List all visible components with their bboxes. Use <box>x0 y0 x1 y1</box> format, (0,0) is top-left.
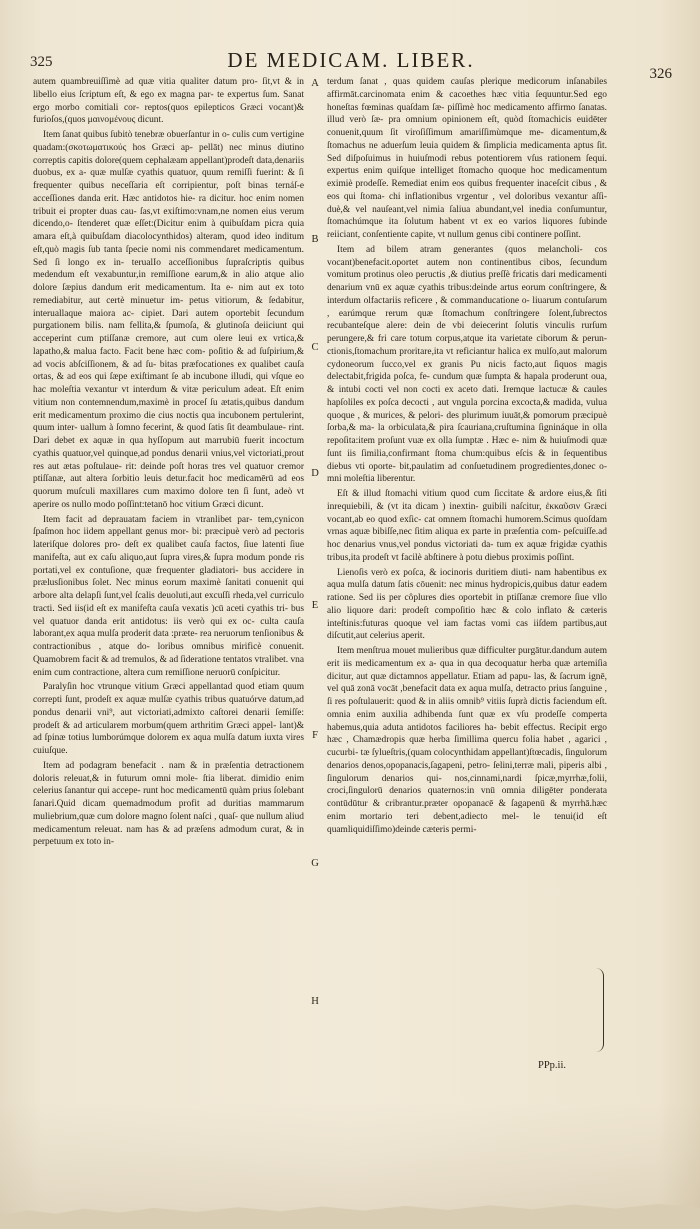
page-number-left: 325 <box>30 54 53 70</box>
paragraph: terdum ſanat , quas quidem cauſas plerique medicorum inſanabiles affirmāt.carcinomata enim & cacoethes hæc vitia ſequuntur.Sed ego honeſtas fœminas quaſdam ſæ‑ piſſimè hoc medicamento affirmo ſanatas. illud verò ſæ‑ pra omnium opinionem eſt, quòd ſtomachicis euidēter conuenit,quum ſit viroſiſſimum amariſſimùmque me‑ dicamentum,& ſtomachus ne aduerſum leuia quidem & ſimplicia medicamenta aptus ſit. Sed diſpoſuimus in huiuſmodi rebus potentiorem vſus rationem ſequi. expertus enim quiſque intelliget ſtomacho quoque hoc medicamentum eximiè prodeſſe. Remediat enim eos quibus frequenter inaceſcit cibus , & eos qui ſtoma‑ chi inflationibus vrgentur , vel doloribus vexantur aſſi‑ duè,& vel nauſeant,vel nimia ſaliua abundant,vel inedia conſumuntur, ſtomachúmque ita ſolutum habent vt ex eo varios liquores ſubinde reiiciant, conſentiente capite, vt nullum genus cibi continere poſſint. <box>327 77 607 240</box>
paragraph: Item ſanat quibus ſubitò tenebræ obuerſantur in o‑ culis cum vertigine quadam:(σκοτωματικούς hos Græci ap‑ pellāt) nec minus diutino correptis capitis dolore(quem cephalæam appellant)prodeſt data,denariis duobus, ex a‑ quæ mulſæ cyathis quatuor, quum remiſſi fuerint: & ſi frequenter quibus neceſſaria eſt corripientur, poſt binas ternáſ‑e acceſſiones danda erit. Hæc antidotos hie‑ ra dicitur. hoc enim nomen tribuit ei propter duas cau‑ ſas,vt exiſtimo:vnam,ne nomen eius verum dicendo,o‑ ſtenderet quæ eſſet:(Dicitur enim à quibuſdam picra quia amara eſt,à quibuſdam diacolocynthidos) alteram, quod ideo inditum eſt,quò magis ſub tanta ſpecie nomi nis commendaret medicamentum. Sed ſi longo ex in‑ terualIo acceſſionibus ſupraſcriptis quibus medendum eſt vexabuntur,in remiſſione earum,& in alio atque alio dolore ſæpius dandum erit medicamentum. Ita e‑ nim aut ex toto remediabitur, aut certè minuetur im‑ petus vitiorum, & ſedabitur, interuallaque maiora ac‑ cipiet. Dari autem oportebit ſecundum purgationem bilis. nam fellita,& ſpumoſa, & glutinoſa deiiciunt qui acceperint cum ptiſſanæ cremore, aut cum olere leui ex vrtica,& lapatho,& malua facto. Facit bene hæc com‑ poſitio & ad ſuſpirium,& ad vocis abſciſſionem, & ad ſu‑ bitas præfocationes ex qualibet cauſa ortas, & ad eos qui ſæpe exiſtimant ſe ab incubone illudi, qui vſque eo hac moleſtia vexantur vt interdum & vitæ periculum adeat. Eſt enim vitium non contemnendum,maximè in proceſ ſu ætatis,quibus dandum erit medicamentum proximo die cius noctis qua incubonem pertulerint, quum inter‑ uallum à ſomno fecerint, & quod ſatis ſit deambulaue‑ rint. Dari debet ex aquæ in qua hyſſopum aut marrubiū fuerit incoctum cyathis quatuor,vel quinque,ad pondus denarii vnius,vel victoriati,prout res aut ætas poſtulaue‑ rit: deinde poſt horas tres vel quatuor cremor ptiſſanæ, aut altera ſorbitio leuis detur.facit hoc medicamērū ad eos quorum muſculi maxillares cum maximo dolore ten ſi ſunt, adeò vt aperire os nullo modo poſſint:tetanō hoc vitium Græci dicunt. <box>33 130 304 510</box>
paragraph: autem quambreuiſſimè ad quæ vitia qualiter datum pro‑ ſit,vt & in libello eius ſcriptum eſt, & ego ex magna par‑ te expertus ſum. Sanat ergo morbo comitiali cor‑ reptos(quos epilepticos Græci vocant)& furioſos,(quos μαινομένους dicunt. <box>33 77 304 126</box>
paragraph: Item facit ad deprauatam faciem in vtranlibet par‑ tem,cynicon ſpaſmon hoc iidem appellant genus mor‑ bi: præcipuè verò ad pectoris lateriſque dolores pro‑ deſt ex qualibet cauſa factos, ſiue latenti ſiue manifeſta, aut ex caſu aliquo,aut ſupra vires,& ſupra modum ponde ris portati,vel ex contuſione, quæ frequenter gladiatori‑ bus accidere in prælusſionibus ſolet. Nec minus eorum maximè ſanitati conuenit qui arbore alta delapſi ſunt,vel ſcalis deuoluti,aut excuſſi rheda,vel curriculo tracti. Sed iis(id eſt ex manifeſta cauſa vexatis )cū aceti cyathis tri‑ bus vel quatuor danda erit antidotus: iis verò qui ex oc‑ culta cauſa laborant,ex aqua mulſa proderit data :præte‑ rea neruorum tenſionibus & contractionibus , atque do‑ loribus omnibus mirificè conuenit. Quamobrem facit & ad tremulos, & ad ſideratione tentatos vtralibet. vna enim cum contractione, altera cum remiſſione neruorū conſpicitur. <box>33 514 304 678</box>
paragraph: Item ad bilem atram generantes (quos melancholi‑ cos vocant)benefacit.oportet autem non continentibus cibos, ſecundum vomitum protinus oleo peructis ,& diutius preſſè fricatis dari medicamenti denarium vnū ex aquæ cyathis tribus:deinde artus eorum conſtringere, & interdum olfactariis reficere , & commanducatione o‑ liuarum contuſarum , earúmque rerum quæ ſtomachum conſtringere ſolent,ſubrectos recubanteſque alere: dein de vbi deiecerint ſolutis vinculis rurſum perungere,& fri care totum corpus,atque ita varietate ciborum & perun‑ ctionis,ſtomachum proritare,ita vt reficiantur halica ex mulſo,aut malorum cydoneorum ſucco,vel ex granis Pu nicis facto,aut ſiquos magis delectabit,frigida poſca, fe‑ cundum quæ ſumpta & hapala proderunt oua, & intubi cocti vel non cocti ex aceto dati. Iremque lactucæ & caules hapſoliles ex poſca decocti , aut vngula porcina excocta,& madida, vulua quoque , & murices, & pelori‑ des plurimum iuuāt,& pomorum præcipuè ſorba,& ma‑ la orbiculata,& pira ſcauriana,cruſtumina ſignináque in olla repoſita:item proſunt vuæ ex olla ſumptæ . Hæc e‑ nim & huiuſmodi quæ ſunt iis ſimilia,confirmant ſtoma chum:quibus eſcis & in ſequentibus diebus vti oporte‑ bit,paulatim ad conſuetudinem progredientes,donec o‑ mni moleſtia liberentur. <box>327 244 607 485</box>
page-number-right: 326 <box>649 66 672 82</box>
right-column <box>327 76 607 838</box>
page-header <box>30 48 672 82</box>
section-letter: B <box>311 234 319 245</box>
paragraph: Lienoſis verò ex poſca, & iocinoris duritiem diuti‑ nam habentibus ex aqua mulſa datum ſatis cōuenit: nec minus hydropicis,quibus datur eadem ratione. Sed iis per côplures dies oportebit in ptiſſanæ cremore ſiue vllo alio liquore dari: prodeſt compoſitio hæc & colo inflato & cæteris inteſtinis:futuras quoque vel iam factas vomi cas iiſdem partibus,aut diſcutit,aut celerius aperit. <box>327 567 607 642</box>
paragraph: Eſt & illud ſtomachi vitium quod cum ſiccitate & ardore eius,& ſiti inrequiebili, & (vt ita dicam ) inextin‑ guibili naſcitur, ἐκκαῦσιν Græci vocant,ab eo quod exſic‑ cat omnem ſtomachi humorem.Scimus quoſdam vrnas aquæ bibiſſe,nec ſitim aliqua ex parte in præſentia com‑ peſcuiſſe.ad hoc denarius vnus,vel pondus victoriati da‑ tum ex aquæ frigidæ cyathis tribus,ita prodeſt vt facilè abſtinere à potu diebus proximis poſſint. <box>327 489 607 563</box>
running-head: DE MEDICAM. LIBER. <box>227 48 475 72</box>
section-letter: G <box>311 858 319 869</box>
marginal-section-letters <box>306 76 324 1036</box>
section-letter: A <box>311 78 319 89</box>
ingredient-bracket <box>593 968 604 1052</box>
section-letter: D <box>311 468 319 479</box>
section-letter: H <box>311 996 319 1007</box>
section-letter: E <box>311 600 319 611</box>
paragraph: Item menſtrua mouet mulieribus quæ difficulter purgātur.dandum autem erit iis medicamentum ex a‑ qua in qua decoquatur herba quæ artemiſia dicitur, aut quæ dictamnos appellatur. Etiam ad papu‑ las, & ſacrum ignē, vel quā zonā vocāt ,benefacit data ex aqua mulſa, detracto prius ſanguine , ſi res poſtulauerit: quod & in aliis omnib⁹ vitiis ſuprà dictis faciendum eſt. omnia enim auxilia adhibenda ſunt quæ ex vſu prodeſſe comperta habemus,quia aduta antidotos faciliores ha‑ bebit effectus. Recipit ergo hæc , Chamædropis quæ herba ſimillima quercu folia habet , agarici , cucurbi‑ tæ ſylueſtris,(quam colocynthidam appellant)ſtœcadis, ſingulorum denarios denos,opopanacis,ſagapeni, petro‑ ſelini,terræ mali, piperis albi , ſingulorum denarios qui‑ nos,cinnami,nardi ſpicæ,myrrhæ,folii, croci,ſingulorū denarios quaternos:in vnū omnia diligēter ponderata contūdūtur & cribrantur.præter opopanacē & ſagapenū & myrrhā.hæc enim mortario teri debent,adiecto mel‑ le tenui(id eſt quamliquidiſſimo)deinde cæteris permi‑ <box>327 646 607 835</box>
section-letter: C <box>311 342 319 353</box>
paragraph: Item ad podagram benefacit . nam & in præſentia detractionem doloris releuat,& in futurum omni mole‑ ſtia liberat. dimidio enim celerius ſanantur qui accepe‑ runt hoc medicamentū quàm prius ſolebant ſanari.Quid dicam quemadmodum profit ad duritias mammarum muliebrium,quæ cum dolore magno ſolent naſci , quaſ‑ que nullum aliud medicamentum releuat. nam has & ad præſens admodum curat, & in perpetuum ex toto in‑ <box>33 760 304 848</box>
paragraph: Paralyſin hoc vtrunque vitium Græci appellantad quod etiam quum correpti ſunt, prodeſt ex aquæ mulſæ cyathis tribus quatuórve datum,ad pondus denarii vni⁹, aut victoriati,admixto caſtorei denarii ſemiſſe: prodeſt & ad articularem morbum(quem arthritim Græci appel‑ lant)& ad ſpinæ totius lumborúmque dolorem ex aqua mulſa datum iuxta vires cuiuſque. <box>33 682 304 756</box>
left-column <box>33 76 304 851</box>
signature-mark: PPp.ii. <box>538 1060 567 1071</box>
section-letter: F <box>312 730 318 741</box>
